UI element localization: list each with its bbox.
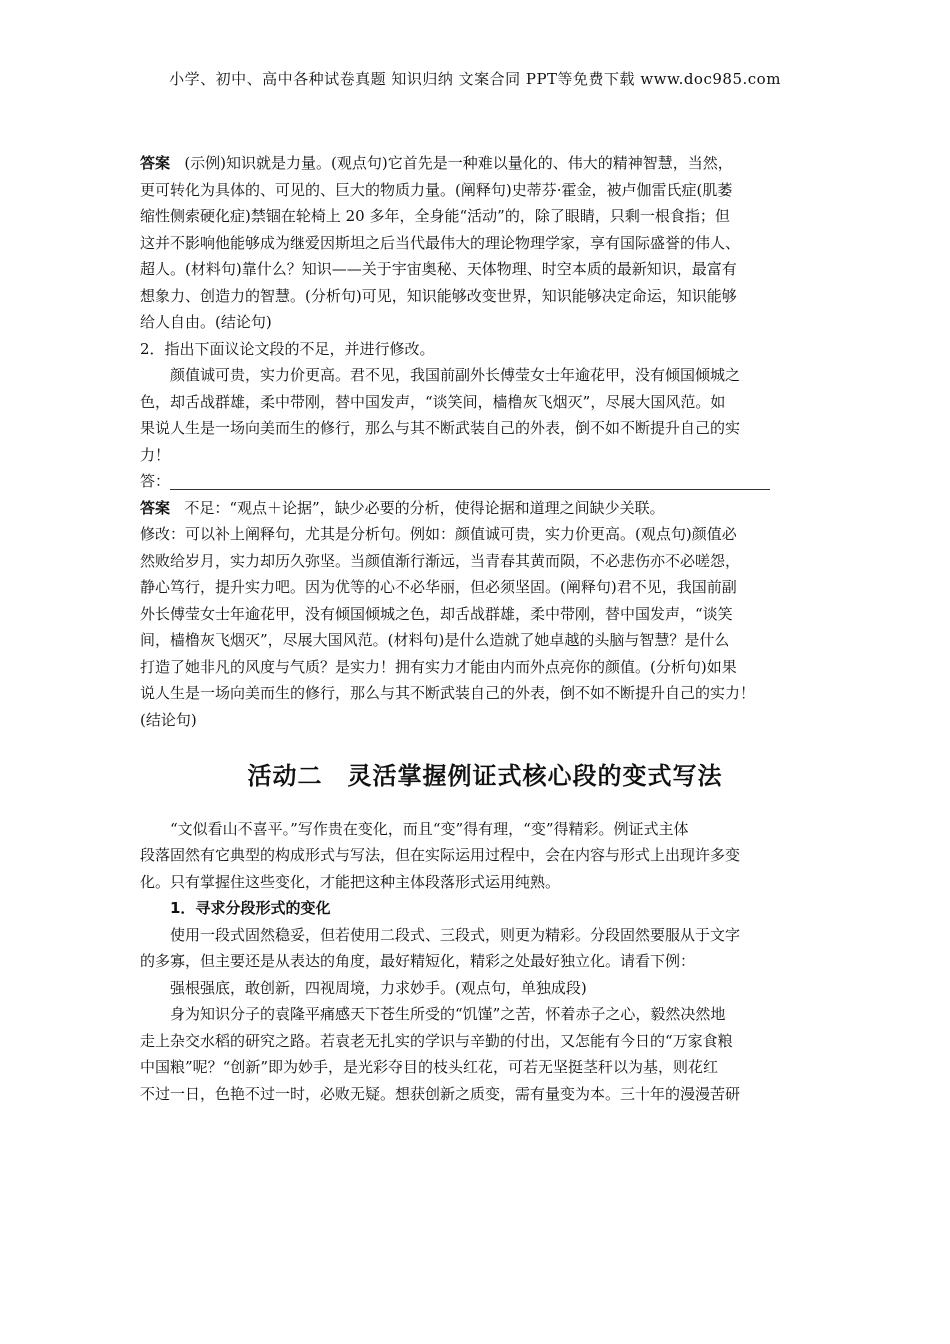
answer-1-line: 超人。(材料句)靠什么？知识——关于宇宙奥秘、天体物理、时空本质的最新知识，最富有	[140, 260, 737, 278]
section-heading: 活动二 灵活掌握例证式核心段的变式写法	[247, 762, 723, 790]
subsection-title: 1．寻求分段形式的变化	[170, 899, 331, 917]
answer-blank-line: 答：	[140, 468, 830, 495]
question-2-passage-line: 力！	[140, 445, 171, 464]
answer-2-line: 静心笃行，提升实力吧。因为优等的心不必华丽，但必须坚固。(阐释句)君不见，我国前副	[140, 578, 737, 596]
example-line: 中国粮”呢？“创新”即为妙手，是光彩夺目的枝头红花，可若无坚挺茎秆以为基，则花红	[140, 1058, 719, 1076]
question-2-passage-line: 颜值诚可贵，实力价更高。君不见，我国前副外长傅莹女士年逾花甲，没有倾国倾城之	[170, 366, 741, 384]
section-2-body	[140, 816, 830, 1108]
example-line: 不过一日，色艳不过一时，必败无疑。想获创新之质变，需有量变为本。三十年的漫漫苦研	[140, 1084, 741, 1103]
intro-line: 段落固然有它典型的构成形式与写法，但在实际运用过程中，会在内容与形式上出现许多变	[140, 846, 741, 864]
question-2	[140, 336, 830, 495]
answer-1-line: 缩性侧索硬化症)禁锢在轮椅上 20 多年，全身能“活动”的，除了眼睛，只剩一根食指；但	[140, 207, 730, 225]
question-2-passage-line: 果说人生是一场向美而生的修行，那么与其不断武装自己的外表，倒不如不断提升自己的实	[140, 419, 741, 437]
subsection-line: 的多寡，但主要还是从表达的角度，最好精短化，精彩之处最好独立化。请看下例：	[140, 952, 696, 970]
answer-1-line: 给人自由。(结论句)	[140, 313, 272, 331]
question-2-title: 2．指出下面议论文段的不足，并进行修改。	[140, 339, 435, 358]
example-line: 走上杂交水稻的研究之路。若袁老无扎实的学识与辛勤的付出，又怎能有今日的“万家食粮	[140, 1031, 733, 1050]
answer-1-line: 这并不影响他能够成为继爱因斯坦之后当代最伟大的理论物理学家，享有国际盛誉的伟人、	[140, 233, 741, 252]
answer-2-line: 修改：可以补上阐释句，尤其是分析句。例如：颜值诚可贵，实力价更高。(观点句)颜值必	[140, 525, 737, 543]
answer-2-line-1: 答案 不足：“观点＋论据”，缺少必要的分析，使得论据和道理之间缺少关联。	[140, 498, 665, 517]
answer-blank[interactable]	[170, 471, 770, 490]
answer-label: 答案	[140, 154, 171, 172]
answer-2-line: 然败给岁月，实力却历久弥坚。当颜值渐行渐远，当青春其黄而陨，不必悲伤亦不必嗟怨，	[140, 551, 741, 570]
subsection-line: 使用一段式固然稳妥，但若使用二段式、三段式，则更为精彩。分段固然要服从于文字	[170, 925, 741, 944]
question-2-passage-line: 色，却舌战群雄，柔中带刚，替中国发声，“谈笑间，樯橹灰飞烟灭”，尽展大国风范。如	[140, 392, 726, 411]
intro-line: “文似看山不喜平。”写作贵在变化，而且“变”得有理，“变”得精彩。例证式主体	[170, 819, 689, 838]
answer-2	[140, 495, 830, 734]
example-line: 身为知识分子的袁隆平痛感天下苍生所受的“饥馑”之苦，怀着赤子之心，毅然决然地	[170, 1005, 726, 1023]
intro-line: 化。只有掌握住这些变化，才能把这种主体段落形式运用纯熟。	[140, 872, 561, 891]
answer-2-line: 说人生是一场向美而生的修行，那么与其不断武装自己的外表，倒不如不断提升自己的实力！	[140, 684, 756, 702]
answer-2-line: 打造了她非凡的风度与气质？是实力！拥有实力才能由内而外点亮你的颜值。(分析句)如果	[140, 657, 737, 676]
answer-label: 答案	[140, 498, 171, 517]
example-viewpoint: 强根强底，敢创新，四视周境，力求妙手。(观点句，单独成段)	[170, 978, 587, 997]
page-header: 小学、初中、高中各种试卷真题 知识归纳 文案合同 PPT等免费下载 www.doc985.com	[169, 70, 781, 88]
answer-1-line: 更可转化为具体的、可见的、巨大的物质力量。(阐释句)史蒂芬·霍金，被卢伽雷氏症(肌萎	[140, 180, 733, 199]
answer-1-line: 想象力、创造力的智慧。(分析句)可见，知识能够改变世界，知识能够决定命运，知识能够	[140, 286, 737, 305]
document-body	[140, 150, 830, 1107]
answer-2-line: 间，樯橹灰飞烟灭”，尽展大国风范。(材料句)是什么造就了她卓越的头脑与智慧？是什么	[140, 631, 730, 649]
answer-2-line: (结论句)	[140, 710, 197, 729]
answer-1-line-1: 答案 (示例)知识就是力量。(观点句)它首先是一种难以量化的、伟大的精神智慧，当然，	[140, 154, 733, 172]
answer-1	[140, 150, 830, 336]
answer-2-line: 外长傅莹女士年逾花甲，没有倾国倾城之色，却舌战群雄，柔中带刚，替中国发声，“谈笑	[140, 604, 733, 623]
